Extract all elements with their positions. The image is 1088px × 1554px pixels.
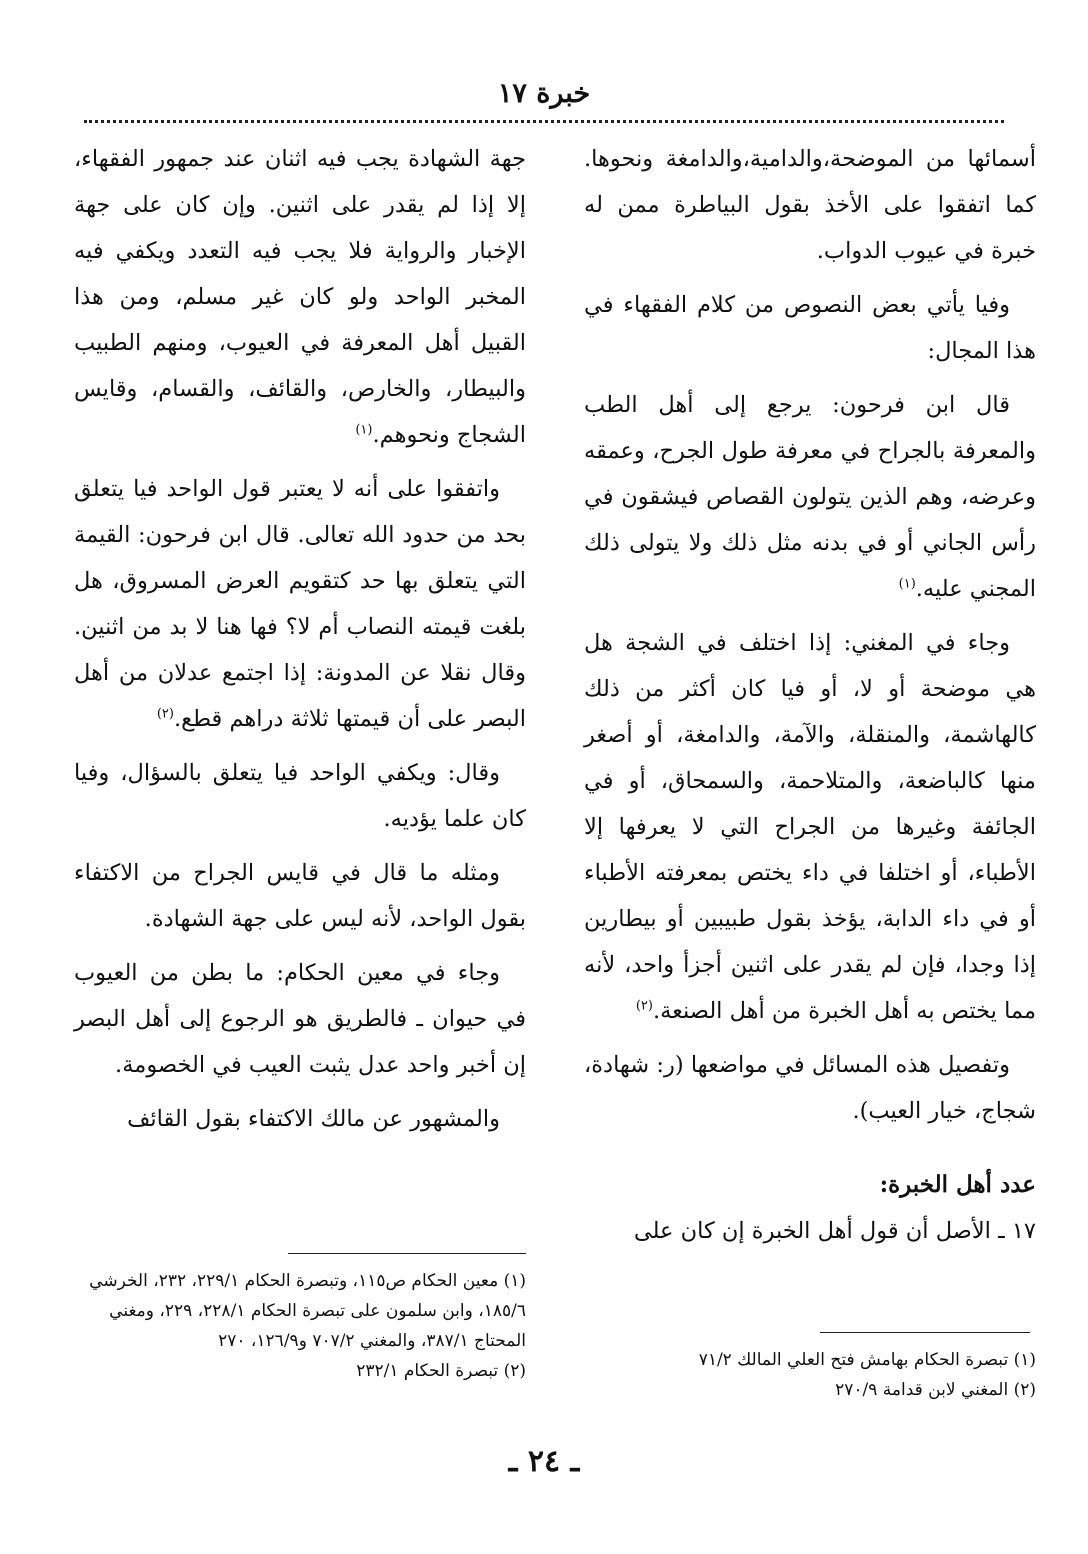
header-title: خبرة ١٧ — [497, 78, 591, 109]
right-paragraph-1: أسمائها من الموضحة،والدامية،والدامغة ونحوها. كما اتفقوا على الأخذ بقول البياطرة ممن له خبرة في عيوب الدواب. — [584, 146, 1036, 264]
right-paragraph-5: وتفصيل هذه المسائل في مواضعها (ر: شهادة، شجاج، خيار العيب). — [584, 1052, 1036, 1124]
page-header — [84, 78, 1004, 120]
left-paragraph-5: وجاء في معين الحكام: ما بطن من العيوب في حيوان ـ فالطريق هو الرجوع إلى أهل البصر إن أخبر واحد عدل يثبت العيب في الخصومة. — [74, 960, 526, 1078]
section-heading: عدد أهل الخبرة: — [879, 1171, 1036, 1198]
right-column — [584, 136, 1036, 1262]
left-paragraph-4: ومثله ما قال في قايس الجراح من الاكتفاء بقول الواحد، لأنه ليس على جهة الشهادة. — [74, 860, 526, 932]
left-paragraph-3: وقال: ويكفي الواحد فيا يتعلق بالسؤال، وفيا كان علما يؤديه. — [74, 760, 526, 832]
footnote-ref: (٢) — [156, 706, 174, 722]
page-number: ـ ٢٤ ـ — [508, 1444, 580, 1479]
footnote-divider-left — [288, 1253, 526, 1254]
left-column — [74, 136, 526, 1150]
footnotes-left — [74, 1266, 526, 1386]
left-paragraph-6: والمشهور عن مالك الاكتفاء بقول القائف — [127, 1106, 500, 1132]
left-paragraph-2: واتفقوا على أنه لا يعتبر قول الواحد فيا يتعلق بحد من حدود الله تعالى. قال ابن فرحون: القيمة التي يتعلق بها حد كتقويم العرض المسروق، هل بلغت قيمته النصاب أم لا؟ فها هنا لا بد من اثنين. وقال نقلا عن المدونة: إذا اجتمع عدلان من أهل البصر على أن قيمتها ثلاثة دراهم قطع.$^{(٢)}$ — [74, 476, 526, 732]
footnote-divider-right — [820, 1332, 1030, 1333]
footnote-item: (١) معين الحكام ص١١٥، وتبصرة الحكام ٢٢٩/١، ٢٣٢، الخرشي ١٨٥/٦، وابن سلمون على تبصرة الحكام ٢٢٨/١، ٢٢٩، ومغني المحتاج ٣٨٧/١، والمغني ٧٠٧/٢ و١٢٦/٩، ٢٧٠ — [89, 1271, 526, 1351]
left-paragraph-1: جهة الشهادة يجب فيه اثنان عند جمهور الفقهاء، إلا إذا لم يقدر على اثنين. وإن كان على جهة الإخبار والرواية فلا يجب فيه التعدد ويكفي فيه المخبر الواحد ولو كان غير مسلم، ومن هذا القبيل أهل المعرفة في العيوب، ومنهم الطبيب والبيطار، والخارص، والقائف، والقسام، وقايس الشجاج ونحوهم.$^{(١)}$ — [74, 146, 526, 448]
footnote-item: (٢) تبصرة الحكام ٢٣٢/١ — [356, 1361, 526, 1381]
right-paragraph-6: ١٧ ـ الأصل أن قول أهل الخبرة إن كان على — [633, 1218, 1036, 1244]
footnote-item: (٢) المغني لابن قدامة ٢٧٠/٩ — [835, 1380, 1036, 1400]
footnote-ref: (١) — [355, 422, 373, 438]
header-dotted-rule — [84, 120, 1004, 123]
footnote-ref: (١) — [898, 576, 916, 592]
right-paragraph-3: قال ابن فرحون: يرجع إلى أهل الطب والمعرفة بالجراح في معرفة طول الجرح، وعمقه وعرضه، وهم الذين يتولون القصاص فيشقون في رأس الجاني أو في بدنه مثل ذلك ولا يتولى ذلك المجني عليه.$^{(١)}$ — [584, 392, 1036, 602]
footnote-item: (١) تبصرة الحكام بهامش فتح العلي المالك ٧١/٢ — [698, 1350, 1036, 1370]
right-paragraph-4: وجاء في المغني: إذا اختلف في الشجة هل هي موضحة أو لا، أو فيا كان أكثر من ذلك كالهاشمة، والمنقلة، والآمة، والدامغة، أو أصغر منها كالباضعة، والمتلاحمة، والسمحاق، أو في الجائفة وغيرها من الجراح التي لا يعرفها إلا الأطباء، أو اختلفا في داء يختص بمعرفته الأطباء أو في داء الدابة، يؤخذ بقول طبيبين أو بيطارين إذا وجدا، فإن لم يقدر على اثنين أجزأ واحد، لأنه مما يختص به أهل الخبرة من أهل الصنعة.$^{(٢)}$ — [584, 630, 1036, 1024]
footnote-ref: (٢) — [635, 998, 653, 1014]
footnotes-right — [584, 1345, 1036, 1405]
right-paragraph-2: وفيا يأتي بعض النصوص من كلام الفقهاء في هذا المجال: — [584, 292, 1036, 364]
